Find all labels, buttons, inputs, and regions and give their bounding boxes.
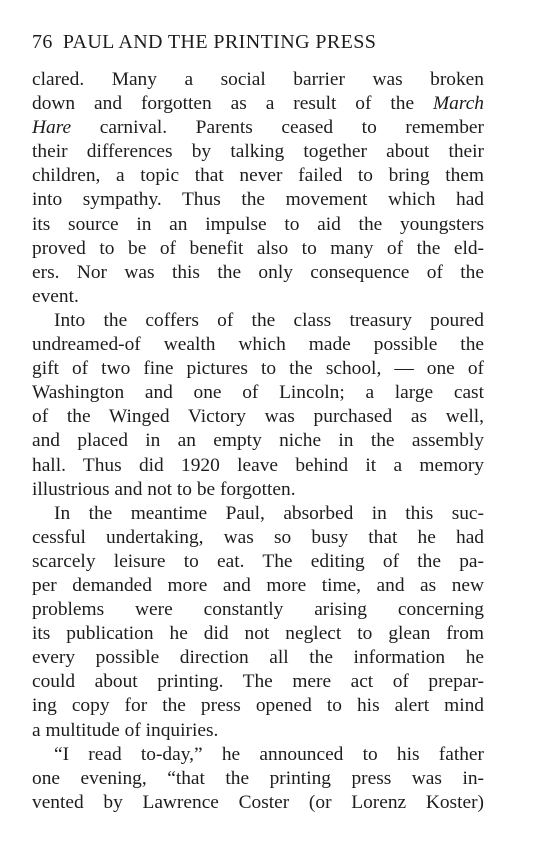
text-line <box>32 550 484 574</box>
text-run: undreamed-of wealth which made possible the <box>32 334 484 356</box>
text-run: their differences by talking together about their <box>32 141 484 163</box>
text-run: In the meantime Paul, absorbed in this suc- <box>54 502 484 524</box>
text-run: gift of two fine pictures to the school, — one of <box>32 358 484 380</box>
text-line <box>32 357 484 381</box>
text-run: every possible direction all the information he <box>32 647 484 669</box>
text-run: scarcely leisure to eat. The editing of the pa- <box>32 550 484 572</box>
page-number: 76 <box>32 31 53 53</box>
text-line <box>32 598 484 622</box>
text-run: proved to be of benefit also to many of the eld- <box>32 237 484 259</box>
text-line <box>32 333 484 357</box>
text-run: Into the coffers of the class treasury poured <box>54 309 484 331</box>
text-run: could about printing. The mere act of prepar- <box>32 671 484 693</box>
text-run: and placed in an empty niche in the assembly <box>32 430 484 452</box>
text-line <box>32 622 484 646</box>
text-line <box>32 670 484 694</box>
text-line <box>32 429 484 453</box>
text-line <box>32 285 484 309</box>
text-line <box>32 767 484 791</box>
text-run: its source in an impulse to aid the youngsters <box>32 213 484 235</box>
text-run: carnival. Parents ceased to remember <box>71 117 484 139</box>
text-run: “I read to-day,” he announced to his father <box>54 743 484 765</box>
running-title: PAUL AND THE PRINTING PRESS <box>62 31 377 53</box>
text-run: one evening, “that the printing press was in- <box>32 767 484 789</box>
text-line <box>32 454 484 478</box>
text-run: children, a topic that never failed to bring them <box>32 165 484 187</box>
text-line <box>32 261 484 285</box>
text-run: clared. Many a social barrier was broken <box>32 69 484 90</box>
text-line <box>32 92 484 116</box>
text-run: problems were constantly arising concerning <box>32 599 484 621</box>
text-line <box>32 164 484 188</box>
text-line <box>32 743 484 767</box>
text-line <box>32 478 484 502</box>
book-page <box>32 30 484 815</box>
text-line <box>32 646 484 670</box>
text-line <box>32 237 484 261</box>
text-line <box>32 213 484 237</box>
text-run: ers. Nor was this the only consequence of the <box>32 261 484 283</box>
text-line <box>32 694 484 718</box>
text-run: hall. Thus did 1920 leave behind it a memory <box>32 454 484 476</box>
text-line <box>32 719 484 743</box>
text-line <box>32 188 484 212</box>
text-line <box>32 309 484 333</box>
text-run: of the Winged Victory was purchased as well, <box>32 406 484 428</box>
text-run: per demanded more and more time, and as new <box>32 574 484 596</box>
text-line <box>32 526 484 550</box>
italic-text: Hare <box>32 117 72 139</box>
body-text <box>32 68 484 815</box>
text-run: its publication he did not neglect to glean from <box>32 623 484 645</box>
text-line <box>32 116 484 140</box>
text-line <box>32 381 484 405</box>
text-line <box>32 574 484 598</box>
text-line <box>32 140 484 164</box>
running-head <box>32 30 484 54</box>
text-run: illustrious and not to be forgotten. <box>32 478 296 500</box>
italic-text: March <box>433 93 484 115</box>
text-line <box>32 405 484 429</box>
text-line <box>32 791 484 815</box>
text-run: Washington and one of Lincoln; a large cast <box>32 382 484 404</box>
text-run: into sympathy. Thus the movement which had <box>32 189 484 211</box>
text-line <box>32 68 484 92</box>
text-run: down and forgotten as a result of the <box>32 93 434 115</box>
text-run: event. <box>32 285 79 307</box>
text-run: a multitude of inquiries. <box>32 719 219 741</box>
text-line <box>32 502 484 526</box>
text-run: cessful undertaking, was so busy that he had <box>32 526 484 548</box>
text-run: vented by Lawrence Coster (or Lorenz Koster) <box>32 791 484 813</box>
text-run: ing copy for the press opened to his alert mind <box>32 695 484 717</box>
